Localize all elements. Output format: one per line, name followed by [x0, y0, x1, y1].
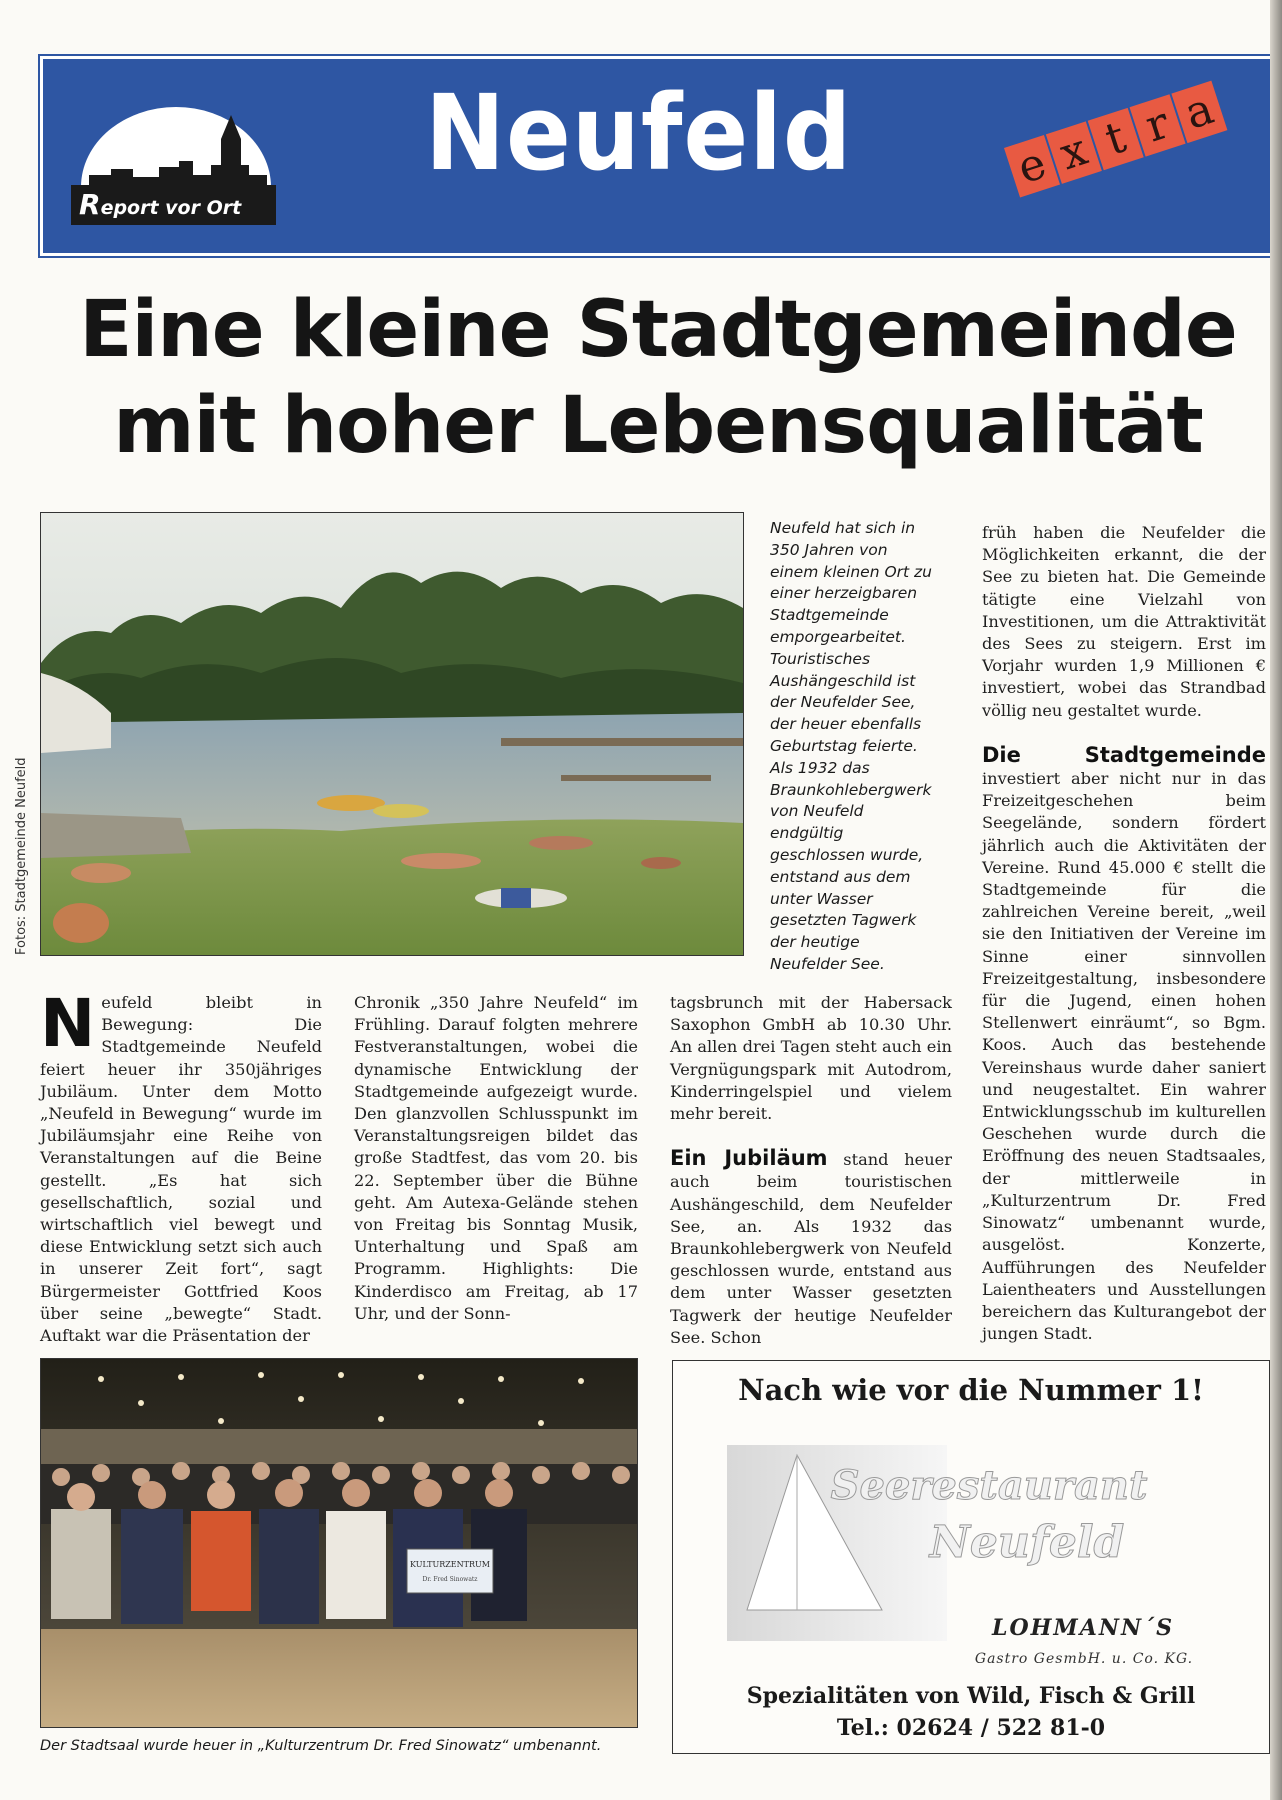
sign-line-1: KULTURZENTRUM	[410, 1560, 490, 1569]
ad-brand-line-1: Seerestaurant	[830, 1462, 1148, 1509]
article-text-3b: stand heuer auch beim touristischen Aushängeschild, dem Neufelder See, an. Als 1932 das Braunkohlebergwerk von Neufeld geschlossen wurde, entstand aus dem unter Wasser gesetzten Tagwerk der heutige Neufelder See. Schon	[670, 1150, 953, 1347]
ad-phone: Tel.: 02624 / 522 81-0	[836, 1715, 1106, 1741]
hall-photo-caption: Der Stadtsaal wurde heuer in „Kulturzentrum Dr. Fred Sinowatz“ umbenannt.	[40, 1738, 602, 1754]
article-column-2	[354, 992, 638, 1325]
ad-brand-line-2: Neufeld	[929, 1517, 1125, 1568]
subhead-stadtgemeinde: Die Stadtgemeinde	[982, 742, 1266, 767]
lake-scene-image	[41, 513, 743, 955]
article-text-1: eufeld bleibt in Bewegung: Die Stadtgemeinde Neufeld feiert heuer ihr 350jähriges Jubiläum. Unter dem Motto „Neufeld in Bewegung“ wurde im Jubiläumsjahr eine Reihe von Veranstaltungen auf die Beine gestellt. „Es hat sich gesellschaftlich, sozial und wirtschaftlich viel bewegt und diese Entwicklung setzt sich auch in unserer Zeit fort“, sagt Bürgermeister Gottfried Koos über seine „bewegte“ Stadt. Auftakt war die Präsentation der	[40, 993, 322, 1346]
logo-label: Report vor Ort	[71, 185, 276, 225]
dropcap: N	[40, 985, 96, 1062]
ad-owner: LOHMANN´S	[992, 1615, 1174, 1641]
subhead-jubilaeum: Ein Jubiläum	[670, 1146, 828, 1171]
article-text-4a: früh haben die Neufelder die Möglichkeiten erkannt, die der See zu bieten hat. Die Gemeinde tätigte eine Vielzahl von Investitionen, um die Attraktivität des Sees zu steigern. Erst im Vorjahr wurden 1,9 Millionen € investiert, wobei das Strandbad völlig neu gestaltet wurde.	[982, 523, 1266, 720]
headline	[40, 282, 1276, 474]
extra-letter: x	[1046, 121, 1102, 183]
hall-photo	[40, 1358, 638, 1728]
article-column-4	[982, 522, 1266, 1345]
report-vor-ort-logo	[71, 105, 276, 225]
article-text-3a: tagsbrunch mit der Habersack Saxophon GmbH ab 10.30 Uhr. An allen drei Tagen steht auch ein Vergnügungspark mit Autodrom, Kinderringelspiel und vielem mehr bereit.	[670, 993, 952, 1124]
kulturzentrum-sign	[407, 1549, 493, 1593]
ad-slogan: Nach wie vor die Nummer 1!	[738, 1373, 1204, 1407]
sign-line-2: Dr. Fred Sinowatz	[422, 1576, 478, 1583]
extra-letter: t	[1088, 108, 1144, 170]
article-column-1	[40, 985, 322, 1347]
article-text-4b: investiert aber nicht nur in das Freizeitgeschehen beim Seegelände, sondern fördert jährlich auch die Aktivitäten der Vereine. Rund 45.000 € stellt die Stadtgemeinde für die zahlreichen Vereine bereit, „weil sie den Initiativen der Vereine im Sinne einer sinnvollen Freizeitgestaltung, insbesondere für die Jugend, einen hohen Stellenwert einräumt“, so Bgm. Koos. Auch das bestehende Vereinshaus wurde daher saniert und neugestaltet. Ein wahrer Entwicklungsschub im kulturellen Geschehen wurde durch die Eröffnung des neuen Stadtsaales, der mittlerweile in „Kulturzentrum Dr. Fred Sinowatz“ umbenannt wurde, ausgelöst. Konzerte, Aufführungen des Neufelder Laientheaters und Ausstellungen bereichern das Kulturangebot der jungen Stadt.	[982, 769, 1266, 1344]
lake-photo	[40, 512, 744, 956]
extra-letter: r	[1130, 94, 1186, 156]
headline-line-1: Eine kleine Stadtgemeinde	[79, 285, 1237, 375]
restaurant-logo	[727, 1445, 1217, 1641]
extra-letter: e	[1004, 135, 1060, 197]
page-edge	[1270, 0, 1282, 1800]
town-name: Neufeld	[425, 72, 853, 194]
ad-company: Gastro GesmbH. u. Co. KG.	[974, 1651, 1194, 1667]
sailboat-icon	[727, 1445, 1217, 1641]
lake-photo-caption: Neufeld hat sich in 350 Jahren von einem kleinen Ort zu einer herzeigbaren Stadtgemeinde emporgearbeitet. Touristisches Aushängeschild ist der Neufelder See, der heuer ebenfalls Geburtstag feierte. Als 1932 das Braunkohlebergwerk von Neufeld endgültig geschlossen wurde, entstand aus dem unter Wasser gesetzten Tagwerk der heutige Neufelder See.	[770, 519, 933, 973]
ad-specialties: Spezialitäten von Wild, Fisch & Grill	[746, 1683, 1196, 1709]
hall-audience-image	[41, 1359, 637, 1727]
photo-credit: Fotos: Stadtgemeinde Neufeld	[14, 757, 29, 955]
article-text-2: Chronik „350 Jahre Neufeld“ im Frühling. Darauf folgten mehrere Festveranstaltungen, wobei die dynamische Entwicklung der Stadtgemeinde aufgezeigt wurde. Den glanzvollen Schlusspunkt im Veranstaltungsreigen bildet das große Stadtfest, das vom 20. bis 22. September über die Bühne geht. Am Autexa-Gelände stehen von Freitag bis Sonntag Musik, Unterhaltung und Spaß am Programm. Highlights: Die Kinderdisco am Freitag, ab 17 Uhr, und der Sonn-	[354, 993, 638, 1323]
restaurant-advertisement	[672, 1360, 1270, 1754]
article-column-3	[670, 992, 952, 1349]
extra-letter: a	[1171, 81, 1227, 143]
headline-line-2: mit hoher Lebensqualität	[113, 381, 1203, 471]
